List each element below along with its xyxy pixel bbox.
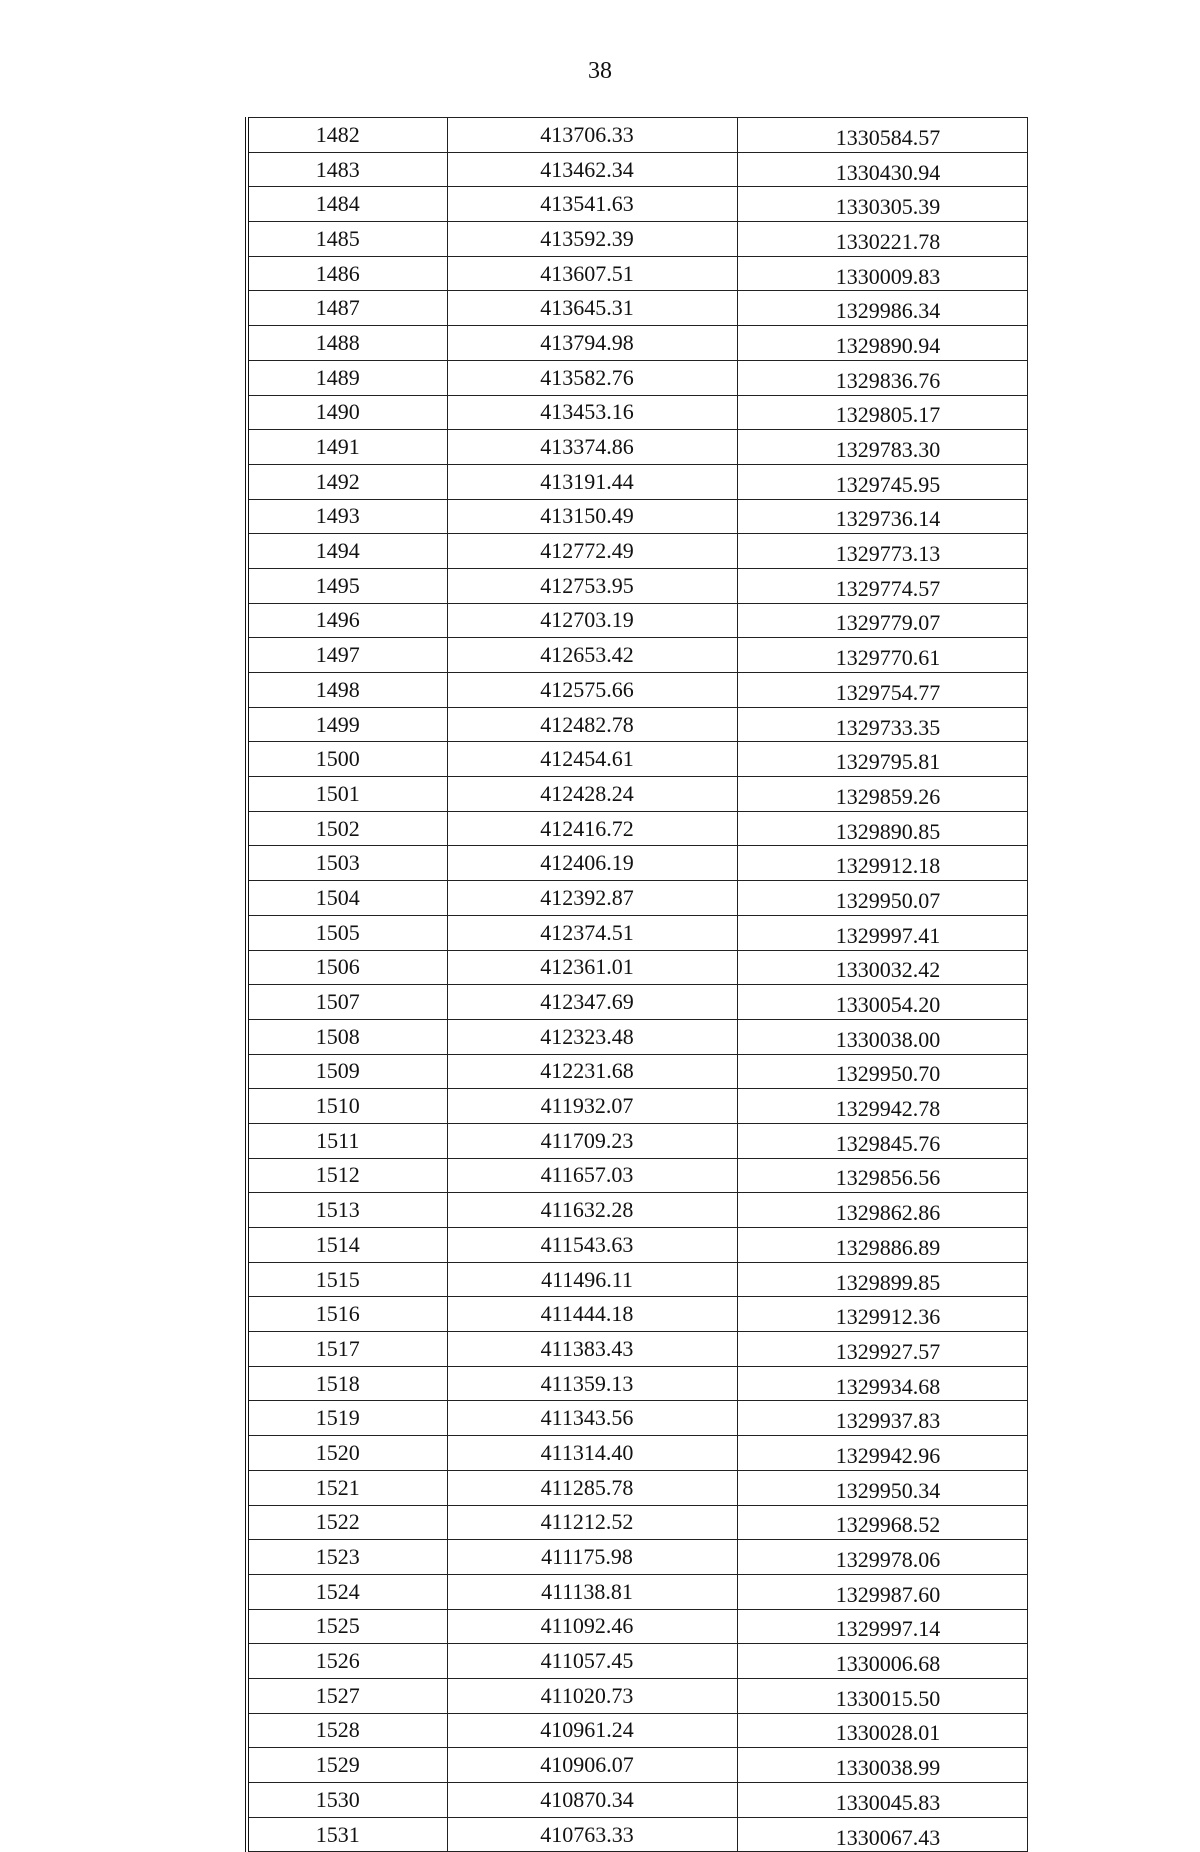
point-number-cell: 1495	[247, 568, 447, 603]
point-number-cell: 1500	[247, 742, 447, 777]
table-row	[247, 985, 1027, 1020]
table-row	[247, 1332, 1027, 1367]
x-coordinate-cell: 411057.45	[447, 1644, 737, 1679]
table-row	[247, 1158, 1027, 1193]
y-coordinate-cell: 1329774.57	[737, 568, 1027, 603]
x-coordinate-cell: 413607.51	[447, 256, 737, 291]
x-coordinate-cell: 413191.44	[447, 464, 737, 499]
point-number-cell: 1507	[247, 985, 447, 1020]
x-coordinate-cell: 411496.11	[447, 1262, 737, 1297]
y-coordinate-cell: 1329950.07	[737, 881, 1027, 916]
table-row	[247, 915, 1027, 950]
point-number-cell: 1531	[247, 1817, 447, 1852]
table-row	[247, 499, 1027, 534]
y-coordinate-cell: 1329862.86	[737, 1193, 1027, 1228]
x-coordinate-cell: 412454.61	[447, 742, 737, 777]
y-coordinate-cell: 1329805.17	[737, 395, 1027, 430]
point-number-cell: 1528	[247, 1713, 447, 1748]
table-row	[247, 1713, 1027, 1748]
x-coordinate-cell: 412653.42	[447, 638, 737, 673]
table-row	[247, 152, 1027, 187]
x-coordinate-cell: 412482.78	[447, 707, 737, 742]
point-number-cell: 1520	[247, 1436, 447, 1471]
y-coordinate-cell: 1329950.70	[737, 1054, 1027, 1089]
page-number: 38	[588, 58, 612, 84]
point-number-cell: 1492	[247, 464, 447, 499]
y-coordinate-cell: 1330430.94	[737, 152, 1027, 187]
x-coordinate-cell: 412323.48	[447, 1019, 737, 1054]
y-coordinate-cell: 1329754.77	[737, 673, 1027, 708]
y-coordinate-cell: 1329912.36	[737, 1297, 1027, 1332]
table-row	[247, 707, 1027, 742]
y-coordinate-cell: 1329859.26	[737, 777, 1027, 812]
y-coordinate-cell: 1329736.14	[737, 499, 1027, 534]
table-row	[247, 222, 1027, 257]
point-number-cell: 1525	[247, 1609, 447, 1644]
y-coordinate-cell: 1329912.18	[737, 846, 1027, 881]
table-row	[247, 1540, 1027, 1575]
x-coordinate-cell: 410961.24	[447, 1713, 737, 1748]
point-number-cell: 1482	[247, 118, 447, 153]
x-coordinate-cell: 413150.49	[447, 499, 737, 534]
x-coordinate-cell: 411383.43	[447, 1332, 737, 1367]
table-row	[247, 1748, 1027, 1783]
table-row	[247, 1817, 1027, 1852]
y-coordinate-cell: 1330221.78	[737, 222, 1027, 257]
table-row	[247, 187, 1027, 222]
point-number-cell: 1499	[247, 707, 447, 742]
point-number-cell: 1523	[247, 1540, 447, 1575]
x-coordinate-cell: 413582.76	[447, 360, 737, 395]
table-row	[247, 1609, 1027, 1644]
table-row	[247, 1644, 1027, 1679]
table-row	[247, 846, 1027, 881]
x-coordinate-cell: 410870.34	[447, 1783, 737, 1818]
table-row	[247, 291, 1027, 326]
y-coordinate-cell: 1330028.01	[737, 1713, 1027, 1748]
y-coordinate-cell: 1330038.00	[737, 1019, 1027, 1054]
y-coordinate-cell: 1330032.42	[737, 950, 1027, 985]
y-coordinate-cell: 1330045.83	[737, 1783, 1027, 1818]
point-number-cell: 1514	[247, 1228, 447, 1263]
point-number-cell: 1506	[247, 950, 447, 985]
x-coordinate-cell: 413541.63	[447, 187, 737, 222]
table-row	[247, 118, 1027, 153]
table-row	[247, 1089, 1027, 1124]
point-number-cell: 1483	[247, 152, 447, 187]
y-coordinate-cell: 1330067.43	[737, 1817, 1027, 1852]
table-row	[247, 1366, 1027, 1401]
point-number-cell: 1505	[247, 915, 447, 950]
x-coordinate-cell: 411632.28	[447, 1193, 737, 1228]
table-row	[247, 1228, 1027, 1263]
x-coordinate-cell: 411138.81	[447, 1574, 737, 1609]
point-number-cell: 1494	[247, 534, 447, 569]
x-coordinate-cell: 411444.18	[447, 1297, 737, 1332]
table-row	[247, 534, 1027, 569]
x-coordinate-cell: 410906.07	[447, 1748, 737, 1783]
table-row	[247, 811, 1027, 846]
y-coordinate-cell: 1329745.95	[737, 464, 1027, 499]
point-number-cell: 1526	[247, 1644, 447, 1679]
table-row	[247, 1054, 1027, 1089]
table-row	[247, 430, 1027, 465]
table-row	[247, 464, 1027, 499]
y-coordinate-cell: 1330009.83	[737, 256, 1027, 291]
table-row	[247, 777, 1027, 812]
point-number-cell: 1518	[247, 1366, 447, 1401]
x-coordinate-cell: 411285.78	[447, 1470, 737, 1505]
y-coordinate-cell: 1329783.30	[737, 430, 1027, 465]
x-coordinate-cell: 412231.68	[447, 1054, 737, 1089]
point-number-cell: 1486	[247, 256, 447, 291]
table-row	[247, 1678, 1027, 1713]
point-number-cell: 1485	[247, 222, 447, 257]
point-number-cell: 1497	[247, 638, 447, 673]
y-coordinate-cell: 1329856.56	[737, 1158, 1027, 1193]
point-number-cell: 1503	[247, 846, 447, 881]
y-coordinate-cell: 1330305.39	[737, 187, 1027, 222]
y-coordinate-cell: 1329845.76	[737, 1123, 1027, 1158]
x-coordinate-cell: 411657.03	[447, 1158, 737, 1193]
x-coordinate-cell: 412703.19	[447, 603, 737, 638]
table-row	[247, 1783, 1027, 1818]
x-coordinate-cell: 412416.72	[447, 811, 737, 846]
table-row	[247, 950, 1027, 985]
table-row	[247, 1262, 1027, 1297]
y-coordinate-cell: 1329997.14	[737, 1609, 1027, 1644]
x-coordinate-cell: 413794.98	[447, 326, 737, 361]
point-number-cell: 1519	[247, 1401, 447, 1436]
table-row	[247, 1193, 1027, 1228]
x-coordinate-cell: 411709.23	[447, 1123, 737, 1158]
table-row	[247, 673, 1027, 708]
x-coordinate-cell: 412406.19	[447, 846, 737, 881]
point-number-cell: 1498	[247, 673, 447, 708]
point-number-cell: 1524	[247, 1574, 447, 1609]
y-coordinate-cell: 1329934.68	[737, 1366, 1027, 1401]
table-row	[247, 603, 1027, 638]
x-coordinate-cell: 413592.39	[447, 222, 737, 257]
point-number-cell: 1511	[247, 1123, 447, 1158]
x-coordinate-cell: 411175.98	[447, 1540, 737, 1575]
y-coordinate-cell: 1329942.96	[737, 1436, 1027, 1471]
x-coordinate-cell: 413645.31	[447, 291, 737, 326]
point-number-cell: 1490	[247, 395, 447, 430]
y-coordinate-cell: 1330054.20	[737, 985, 1027, 1020]
y-coordinate-cell: 1329978.06	[737, 1540, 1027, 1575]
table-row	[247, 881, 1027, 916]
point-number-cell: 1491	[247, 430, 447, 465]
point-number-cell: 1522	[247, 1505, 447, 1540]
y-coordinate-cell: 1329987.60	[737, 1574, 1027, 1609]
point-number-cell: 1517	[247, 1332, 447, 1367]
y-coordinate-cell: 1329836.76	[737, 360, 1027, 395]
y-coordinate-cell: 1329942.78	[737, 1089, 1027, 1124]
x-coordinate-cell: 412428.24	[447, 777, 737, 812]
point-number-cell: 1493	[247, 499, 447, 534]
point-number-cell: 1530	[247, 1783, 447, 1818]
point-number-cell: 1489	[247, 360, 447, 395]
table-row	[247, 1574, 1027, 1609]
point-number-cell: 1484	[247, 187, 447, 222]
table-row	[247, 1019, 1027, 1054]
point-number-cell: 1504	[247, 881, 447, 916]
x-coordinate-cell: 411343.56	[447, 1401, 737, 1436]
point-number-cell: 1487	[247, 291, 447, 326]
y-coordinate-cell: 1329795.81	[737, 742, 1027, 777]
table-row	[247, 1470, 1027, 1505]
y-coordinate-cell: 1329779.07	[737, 603, 1027, 638]
x-coordinate-cell: 411020.73	[447, 1678, 737, 1713]
x-coordinate-cell: 411092.46	[447, 1609, 737, 1644]
y-coordinate-cell: 1329773.13	[737, 534, 1027, 569]
point-number-cell: 1527	[247, 1678, 447, 1713]
y-coordinate-cell: 1329890.85	[737, 811, 1027, 846]
point-number-cell: 1515	[247, 1262, 447, 1297]
x-coordinate-cell: 411932.07	[447, 1089, 737, 1124]
x-coordinate-cell: 412347.69	[447, 985, 737, 1020]
point-number-cell: 1513	[247, 1193, 447, 1228]
y-coordinate-cell: 1330015.50	[737, 1678, 1027, 1713]
point-number-cell: 1521	[247, 1470, 447, 1505]
x-coordinate-cell: 413462.34	[447, 152, 737, 187]
y-coordinate-cell: 1329968.52	[737, 1505, 1027, 1540]
x-coordinate-cell: 412392.87	[447, 881, 737, 916]
x-coordinate-cell: 410763.33	[447, 1817, 737, 1852]
y-coordinate-cell: 1329937.83	[737, 1401, 1027, 1436]
x-coordinate-cell: 413374.86	[447, 430, 737, 465]
point-number-cell: 1516	[247, 1297, 447, 1332]
table-row	[247, 1505, 1027, 1540]
x-coordinate-cell: 412575.66	[447, 673, 737, 708]
point-number-cell: 1510	[247, 1089, 447, 1124]
y-coordinate-cell: 1329890.94	[737, 326, 1027, 361]
point-number-cell: 1529	[247, 1748, 447, 1783]
y-coordinate-cell: 1329986.34	[737, 291, 1027, 326]
x-coordinate-cell: 412753.95	[447, 568, 737, 603]
point-number-cell: 1502	[247, 811, 447, 846]
table-row	[247, 360, 1027, 395]
point-number-cell: 1508	[247, 1019, 447, 1054]
y-coordinate-cell: 1329997.41	[737, 915, 1027, 950]
table-row	[247, 256, 1027, 291]
y-coordinate-cell: 1329886.89	[737, 1228, 1027, 1263]
table-row	[247, 1123, 1027, 1158]
x-coordinate-cell: 411543.63	[447, 1228, 737, 1263]
table-row	[247, 326, 1027, 361]
x-coordinate-cell: 412374.51	[447, 915, 737, 950]
table-row	[247, 1401, 1027, 1436]
y-coordinate-cell: 1329770.61	[737, 638, 1027, 673]
y-coordinate-cell: 1330006.68	[737, 1644, 1027, 1679]
y-coordinate-cell: 1330038.99	[737, 1748, 1027, 1783]
table-body	[247, 118, 1027, 1852]
point-number-cell: 1509	[247, 1054, 447, 1089]
table-row	[247, 395, 1027, 430]
table-row	[247, 1297, 1027, 1332]
y-coordinate-cell: 1330584.57	[737, 118, 1027, 153]
table-row	[247, 742, 1027, 777]
x-coordinate-cell: 413453.16	[447, 395, 737, 430]
point-number-cell: 1488	[247, 326, 447, 361]
y-coordinate-cell: 1329733.35	[737, 707, 1027, 742]
coordinates-table	[245, 117, 1028, 1852]
table-row	[247, 568, 1027, 603]
table-row	[247, 1436, 1027, 1471]
point-number-cell: 1496	[247, 603, 447, 638]
point-number-cell: 1512	[247, 1158, 447, 1193]
table-row	[247, 638, 1027, 673]
y-coordinate-cell: 1329950.34	[737, 1470, 1027, 1505]
y-coordinate-cell: 1329927.57	[737, 1332, 1027, 1367]
point-number-cell: 1501	[247, 777, 447, 812]
x-coordinate-cell: 413706.33	[447, 118, 737, 153]
x-coordinate-cell: 411314.40	[447, 1436, 737, 1471]
x-coordinate-cell: 412772.49	[447, 534, 737, 569]
y-coordinate-cell: 1329899.85	[737, 1262, 1027, 1297]
x-coordinate-cell: 411212.52	[447, 1505, 737, 1540]
x-coordinate-cell: 411359.13	[447, 1366, 737, 1401]
x-coordinate-cell: 412361.01	[447, 950, 737, 985]
